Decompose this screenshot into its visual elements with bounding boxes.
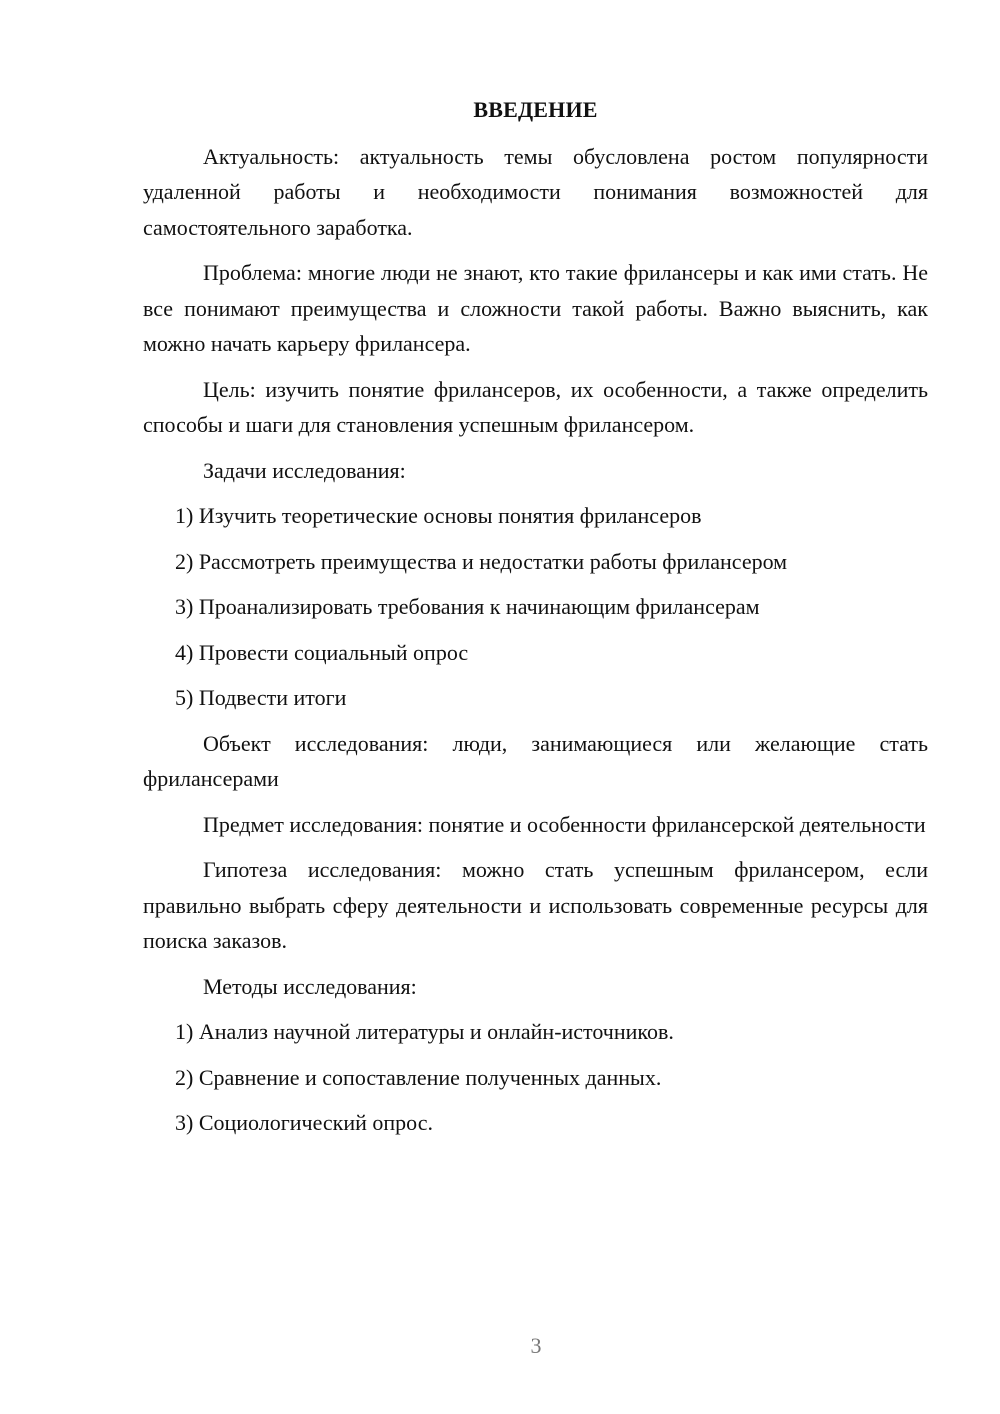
object-paragraph: Объект исследования: люди, занимающиеся или желающие стать фрилансерами (143, 730, 928, 791)
page-number: 3 (530, 1333, 542, 1358)
tasks-heading: Задачи исследования: (203, 457, 406, 483)
list-item: 2) Сравнение и сопоставление полученных данных. (175, 1064, 662, 1090)
methods-heading: Методы исследования: (203, 973, 417, 999)
problem-paragraph: Проблема: многие люди не знают, кто такие фрилансеры и как ими стать. Не все понимают преимущества и сложности такой работы. Важно выяснить, как можно начать карьеру фрилансера. (143, 260, 928, 356)
hypothesis-paragraph: Гипотеза исследования: можно стать успешным фрилансером, если правильно выбрать сферу деятельности и использовать современные ресурсы для поиска заказов. (143, 857, 928, 953)
list-item: 1) Изучить теоретические основы понятия фрилансеров (175, 503, 702, 528)
list-item: 2) Рассмотреть преимущества и недостатки работы фрилансером (175, 548, 788, 574)
document-page (143, 92, 928, 1151)
list-item: 3) Социологический опрос. (175, 1110, 433, 1135)
list-item: 3) Проанализировать требования к начинающим фрилансерам (175, 594, 760, 619)
list-item: 5) Подвести итоги (175, 685, 347, 710)
relevance-paragraph: Актуальность: актуальность темы обусловлена ростом популярности удаленной работы и необходимости понимания возможностей для самостоятельного заработка. (143, 143, 928, 240)
goal-paragraph: Цель: изучить понятие фрилансеров, их особенности, а также определить способы и шаги для становления успешным фрилансером. (143, 376, 928, 437)
tasks-list (143, 498, 928, 716)
methods-list (143, 1014, 928, 1141)
subject-paragraph: Предмет исследования: понятие и особенности фрилансерской деятельности (203, 811, 926, 837)
list-item: 1) Анализ научной литературы и онлайн-источников. (175, 1019, 674, 1044)
section-title: ВВЕДЕНИЕ (473, 97, 598, 122)
list-item: 4) Провести социальный опрос (175, 639, 469, 665)
